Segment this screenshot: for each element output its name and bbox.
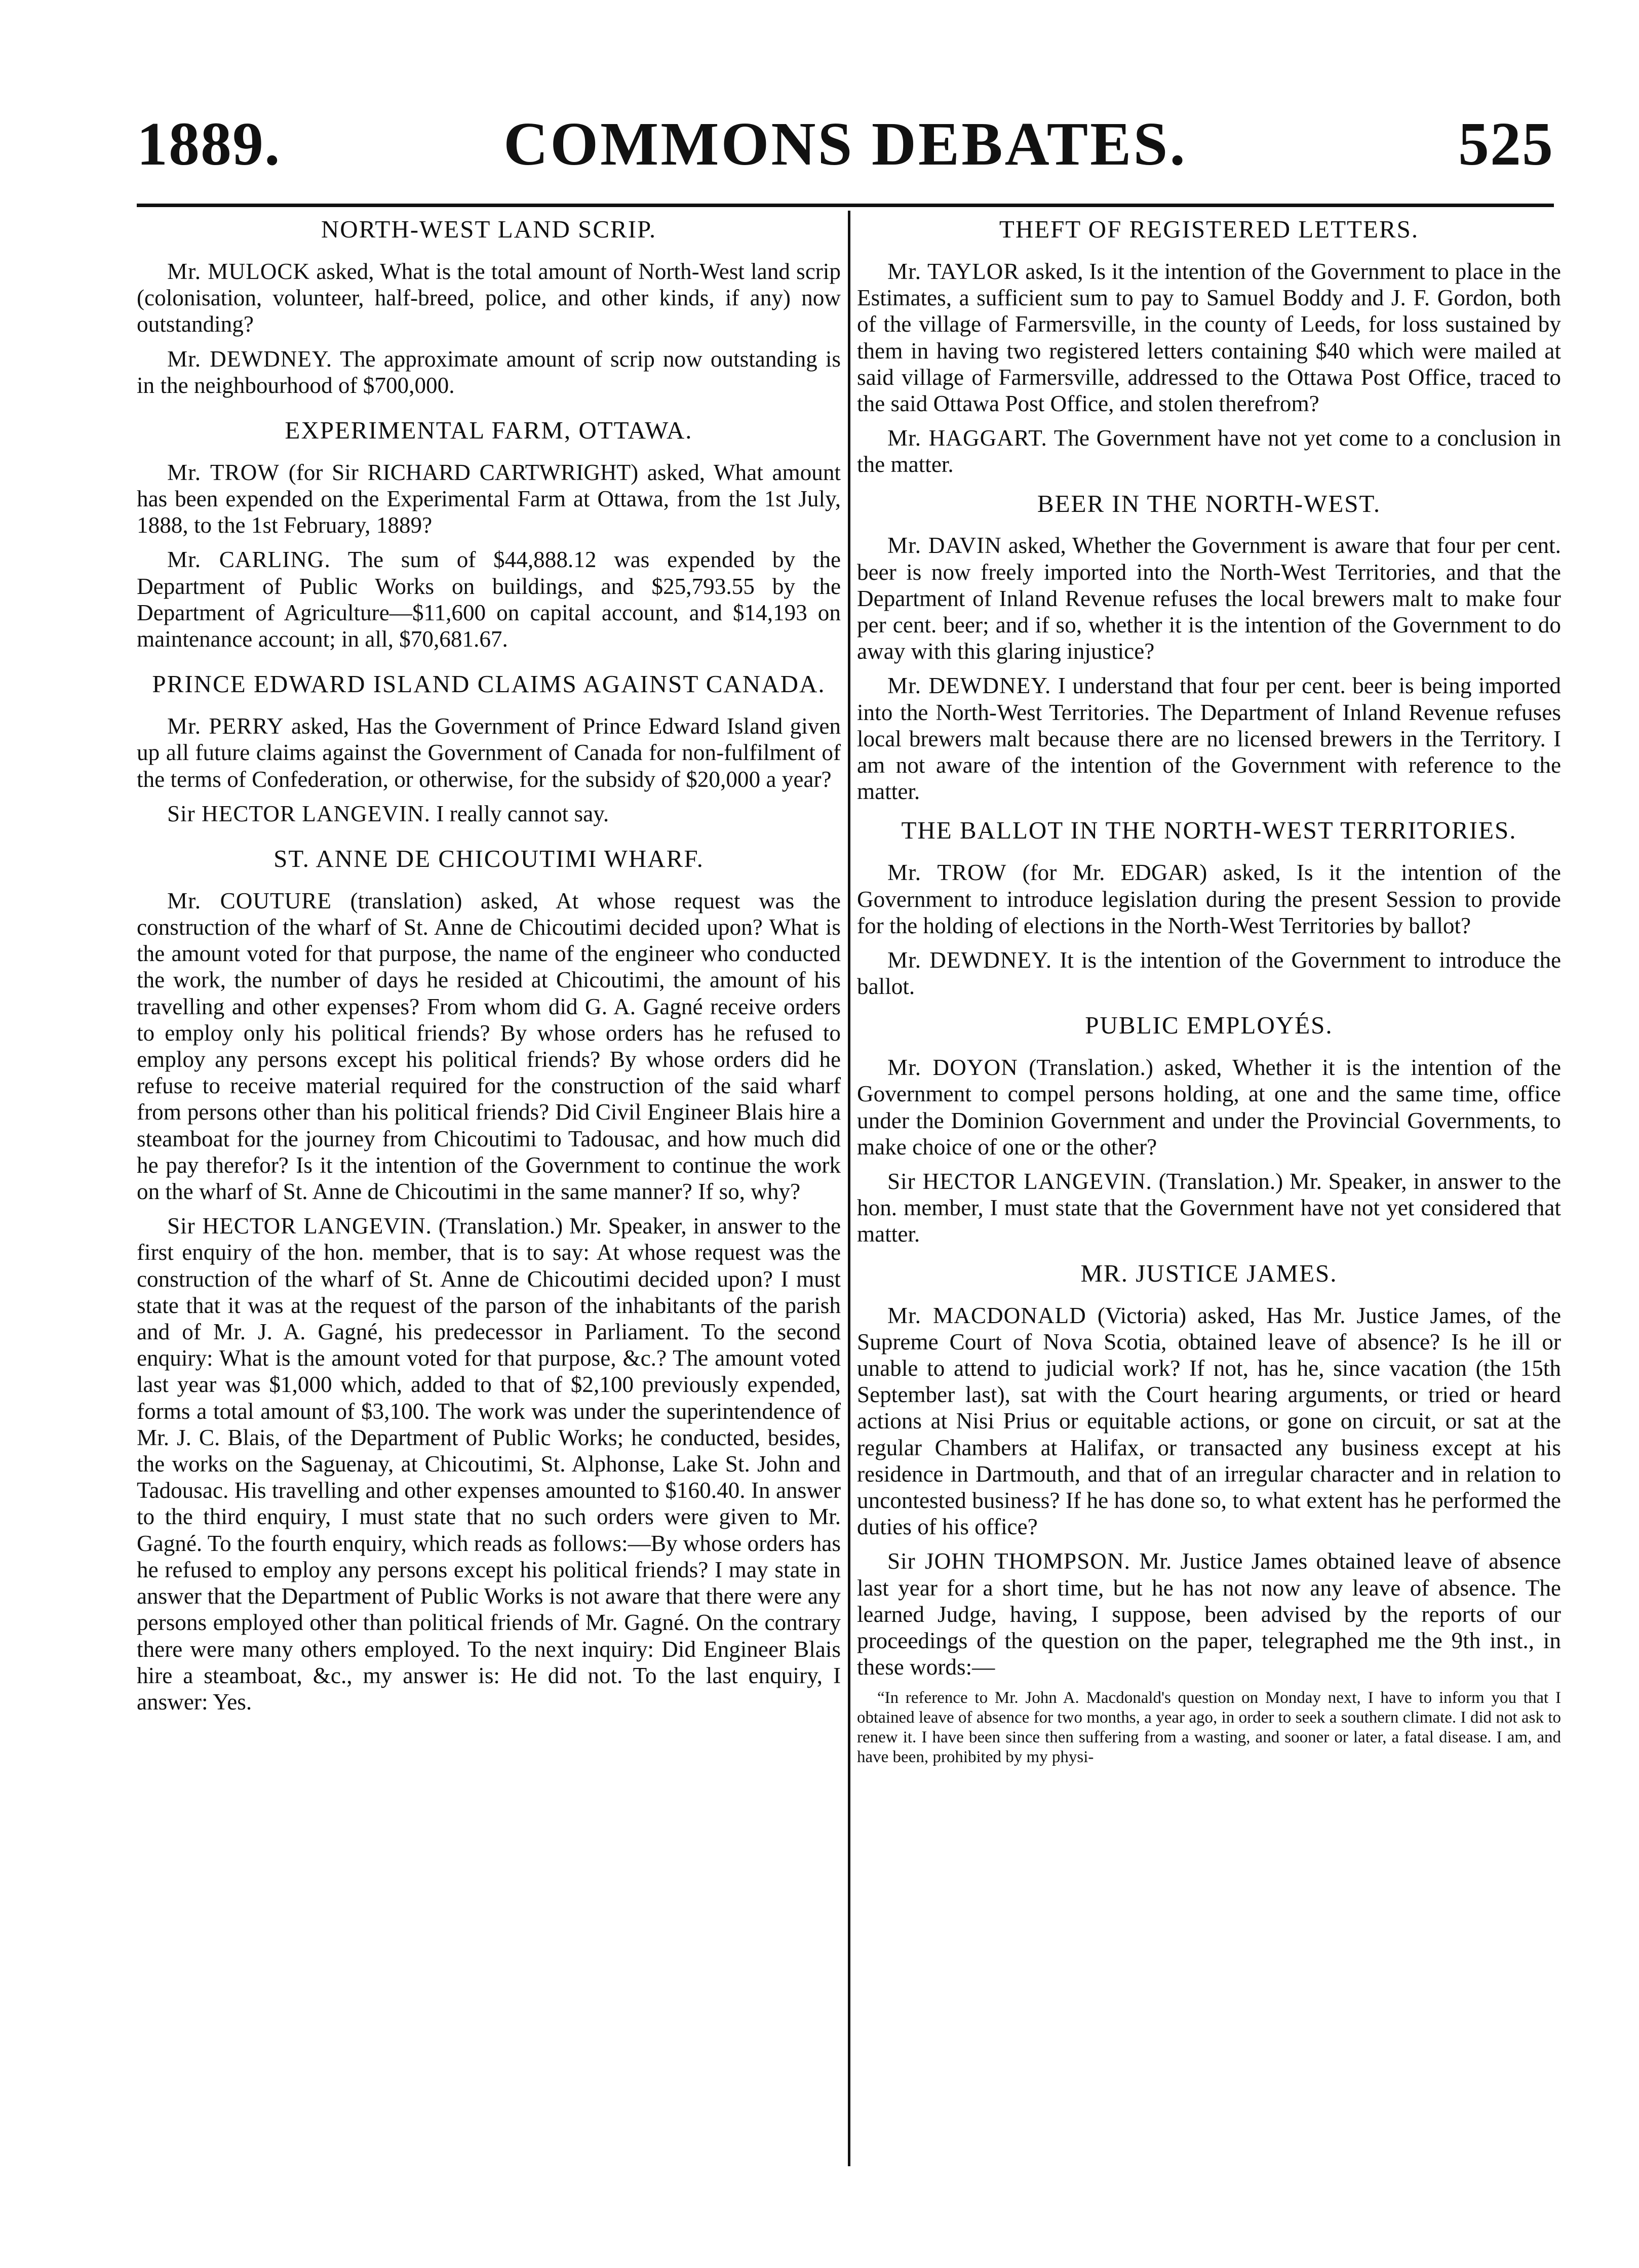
speaker-name: Mr. MULOCK — [167, 258, 310, 284]
paragraph-text: Mr. Justice James obtained leave of absence last year for a short time, but he has not now any leave of absence. The learned Judge, having, I suppose, been advised by the reports of our proceedings of the question on the paper, telegraphed me the 9th inst., in these words:— — [857, 1548, 1561, 1680]
paragraph-text: (Victoria) asked, Has Mr. Justice James, of the Supreme Court of Nova Scotia, obtained leave of absence? Is he ill or unable to attend to judicial work? If not, has he, since vacation (the 15th September last), sat with the Court hearing arguments, or tried or heard actions at Nisi Prius or equitable actions, or gone on circuit, or sat at the regular Chambers at Halifax, or transacted any business except at his residence in Dartmouth, and that of an irregular character and in relation to uncontested business? If he has done so, to what extent has he performed the duties of his office? — [857, 1302, 1562, 1540]
paragraph-text: The sum of $44,888.12 was expended by the Department of Public Works on buildings, and $25,793.55 by the Department of Agriculture—$11,600 on capital account, and $14,193 on maintenance account; in all, $70,681.67. — [137, 547, 841, 652]
paragraph — [857, 1054, 1561, 1160]
speaker-name: Mr. CARLING. — [167, 547, 331, 573]
paragraph — [857, 1302, 1561, 1540]
paragraph — [137, 459, 841, 539]
speaker-name: Mr. DAVIN — [887, 533, 1002, 559]
paragraph — [137, 258, 841, 338]
paragraph-text: (Translation.) Mr. Speaker, in answer to the hon. member, I must state that the Government have not yet considered that matter. — [857, 1169, 1562, 1247]
header-title: COMMONS DEBATES. — [503, 110, 1187, 178]
section-pei-claims — [137, 670, 841, 827]
paragraph — [137, 888, 841, 1205]
speaker-name: Mr. DEWDNEY. — [887, 673, 1051, 699]
paragraph-text: (for Sir RICHARD CARTWRIGHT) asked, What amount has been expended on the Experimental Farm at Ottawa, from the 1st July, 1888, to the 1st February, 1889? — [137, 459, 841, 538]
page-header — [137, 101, 1554, 187]
speaker-name: Mr. PERRY — [167, 713, 284, 739]
paragraph — [857, 532, 1561, 664]
speaker-name: Mr. COUTURE — [167, 888, 332, 913]
speaker-name: Mr. TROW — [887, 860, 1007, 886]
section-heading: PRINCE EDWARD ISLAND CLAIMS AGAINST CANADA. — [152, 670, 826, 698]
telegram-quote: “In reference to Mr. John A. Macdonald's question on Monday next, I have to inform you that I obtained leave of absence for two months, a year ago, in order to seek a southern climate. I did not ask to renew it. I have been since then suffering from a wasting, and sooner or later, a fatal disease. I am, and have been, prohibited by my physi- — [857, 1689, 1561, 1767]
speaker-name: Mr. HAGGART. — [887, 425, 1047, 451]
section-justice-james — [857, 1260, 1561, 1767]
section-public-employes — [857, 1012, 1561, 1247]
paragraph — [857, 1168, 1561, 1248]
paragraph-text: asked, What is the total amount of North-West land scrip (colonisation, volunteer, half-breed, police, and other kinds, if any) now outstanding? — [137, 258, 841, 337]
section-ballot-territories — [857, 817, 1561, 1000]
section-heading: EXPERIMENTAL FARM, OTTAWA. — [285, 416, 693, 444]
speaker-name: Mr. DEWDNEY. — [167, 346, 332, 372]
speaker-name: Mr. DEWDNEY. — [887, 947, 1052, 973]
header-year: 1889. — [137, 110, 281, 178]
paragraph-text: (for Mr. EDGAR) asked, Is it the intention of the Government to introduce legislation during the present Session to provide for the holding of elections in the North-West Territories by ballot? — [857, 860, 1561, 938]
section-heading: THE BALLOT IN THE NORTH-WEST TERRITORIES. — [901, 816, 1517, 845]
section-experimental-farm — [137, 417, 841, 652]
paragraph-text: I really cannot say. — [436, 801, 609, 826]
section-registered-letters — [857, 216, 1561, 478]
section-heading: BEER IN THE NORTH-WEST. — [1037, 489, 1381, 518]
paragraph-text: The approximate amount of scrip now outstanding is in the neighbourhood of $700,000. — [137, 346, 841, 398]
paragraph — [857, 859, 1561, 939]
paragraph — [857, 672, 1561, 805]
section-heading: PUBLIC EMPLOYÉS. — [1085, 1011, 1333, 1040]
paragraph — [137, 546, 841, 652]
speaker-name: Mr. MACDONALD — [887, 1302, 1086, 1328]
speaker-name: Sir HECTOR LANGEVIN. — [167, 801, 431, 826]
section-heading: NORTH-WEST LAND SCRIP. — [321, 215, 657, 243]
paragraph-text: (translation) asked, At whose request was the construction of the wharf of St. Anne de Chicoutimi decided upon? What is the amount voted for that purpose, the name of the engineer who conducted the work, the number of days he resided at Chicoutimi, the amount of his travelling and other expenses? From whom did G. A. Gagné receive orders to employ only his political friends? By whose orders has he refused to employ any persons except his political friends? By whose orders did he refuse to receive material required for the construction of the said wharf from persons other than his political friends? Did Civil Engineer Blais hire a steamboat for the journey from Chicoutimi to Tadousac, and how much did he pay therefor? Is it the intention of the Government to continue the work on the wharf of St. Anne de Chicoutimi in the same manner? If so, why? — [137, 888, 841, 1205]
speaker-name: Mr. DOYON — [887, 1055, 1018, 1081]
paragraph-text: (Translation.) asked, Whether it is the intention of the Government to compel persons holding, at one and the same time, office under the Dominion Government and under the Provincial Governments, to make choice of one or the other? — [857, 1055, 1562, 1160]
paragraph-text: asked, Whether the Government is aware that four per cent. beer is now freely imported into the North-West Territories, and that the Department of Inland Revenue refuses the local brewers malt to make four per cent. beer; and if so, whether it is the intention of the Government to do away with this glaring injustice? — [857, 533, 1561, 664]
paragraph-text: It is the intention of the Government to introduce the ballot. — [857, 947, 1562, 1000]
paragraph — [857, 258, 1561, 417]
column-divider — [848, 211, 850, 2166]
section-beer-north-west — [857, 490, 1561, 805]
paragraph-text: asked, Has the Government of Prince Edward Island given up all future claims against the Government of Canada for non-fulfilment of the terms of Confederation, or otherwise, for the subsidy of $20,000 a year? — [137, 713, 841, 792]
paragraph — [137, 1213, 841, 1715]
paragraph — [857, 947, 1561, 1000]
paragraph-text: The Government have not yet come to a conclusion in the matter. — [857, 425, 1561, 478]
section-chicoutimi-wharf — [137, 845, 841, 1715]
header-rule — [137, 204, 1554, 207]
paragraph — [857, 1548, 1561, 1680]
paragraph — [137, 346, 841, 399]
speaker-name: Sir HECTOR LANGEVIN. — [887, 1169, 1152, 1195]
section-north-west-land-scrip — [137, 216, 841, 399]
left-column — [137, 214, 841, 1723]
section-heading: MR. JUSTICE JAMES. — [1080, 1259, 1338, 1287]
right-column — [857, 214, 1561, 1773]
paragraph-text: I understand that four per cent. beer is being imported into the North-West Territories. The Department of Inland Revenue refuses local brewers malt because there are no licensed brewers in the Territory. I am not aware of the intention of the Government with reference to the matter. — [857, 673, 1562, 805]
paragraph — [857, 425, 1561, 478]
section-heading: THEFT OF REGISTERED LETTERS. — [999, 215, 1419, 243]
speaker-name: Mr. TROW — [167, 459, 280, 485]
paragraph-text: (Translation.) Mr. Speaker, in answer to the first enquiry of the hon. member, that is to say: At whose request was the construction of the wharf of St. Anne de Chicoutimi decided upon? I must state that it was at the request of the parson of the inhabitants of the parish and of Mr. J. A. Gagné, his predecessor in Parliament. To the second enquiry: What is the amount voted for that purpose, &c.? The amount voted last year was $1,000 which, added to that of $2,100 previously expended, forms a total amount of $3,100. The work was under the superintendence of Mr. J. C. Blais, of the Department of Public Works; he conducted, besides, the works on the Saguenay, at Chicoutimi, St. Alphonse, Lake St. John and Tadousac. His travelling and other expenses amounted to $160.40. In answer to the third enquiry, I must state that no such orders were given to Mr. Gagné. To the fourth enquiry, which reads as follows:—By whose orders has he refused to employ any persons except his political friends? I may state in answer that the Department of Public Works is not aware that there were any persons employed other than political friends of Mr. Gagné. On the contrary there were many others employed. To the next inquiry: Did Engineer Blais hire a steamboat, &c., my answer is: He did not. To the last enquiry, I answer: Yes. — [137, 1213, 841, 1715]
speaker-name: Mr. TAYLOR — [887, 258, 1020, 284]
speaker-name: Sir JOHN THOMPSON. — [887, 1548, 1130, 1574]
header-page-number: 525 — [1458, 110, 1554, 178]
paragraph — [137, 801, 841, 827]
paragraph — [137, 713, 841, 792]
speaker-name: Sir HECTOR LANGEVIN. — [167, 1213, 432, 1239]
section-heading: ST. ANNE DE CHICOUTIMI WHARF. — [274, 844, 704, 872]
paragraph-text: asked, Is it the intention of the Government to place in the Estimates, a sufficient sum to pay to Samuel Boddy and J. F. Gordon, both of the village of Farmersville, in the county of Leeds, for loss sustained by them in having two registered letters containing $40 which were mailed at said village of Farmersville, addressed to the Ottawa Post Office, traced to the said Ottawa Post Office, and stolen therefrom? — [857, 258, 1561, 416]
